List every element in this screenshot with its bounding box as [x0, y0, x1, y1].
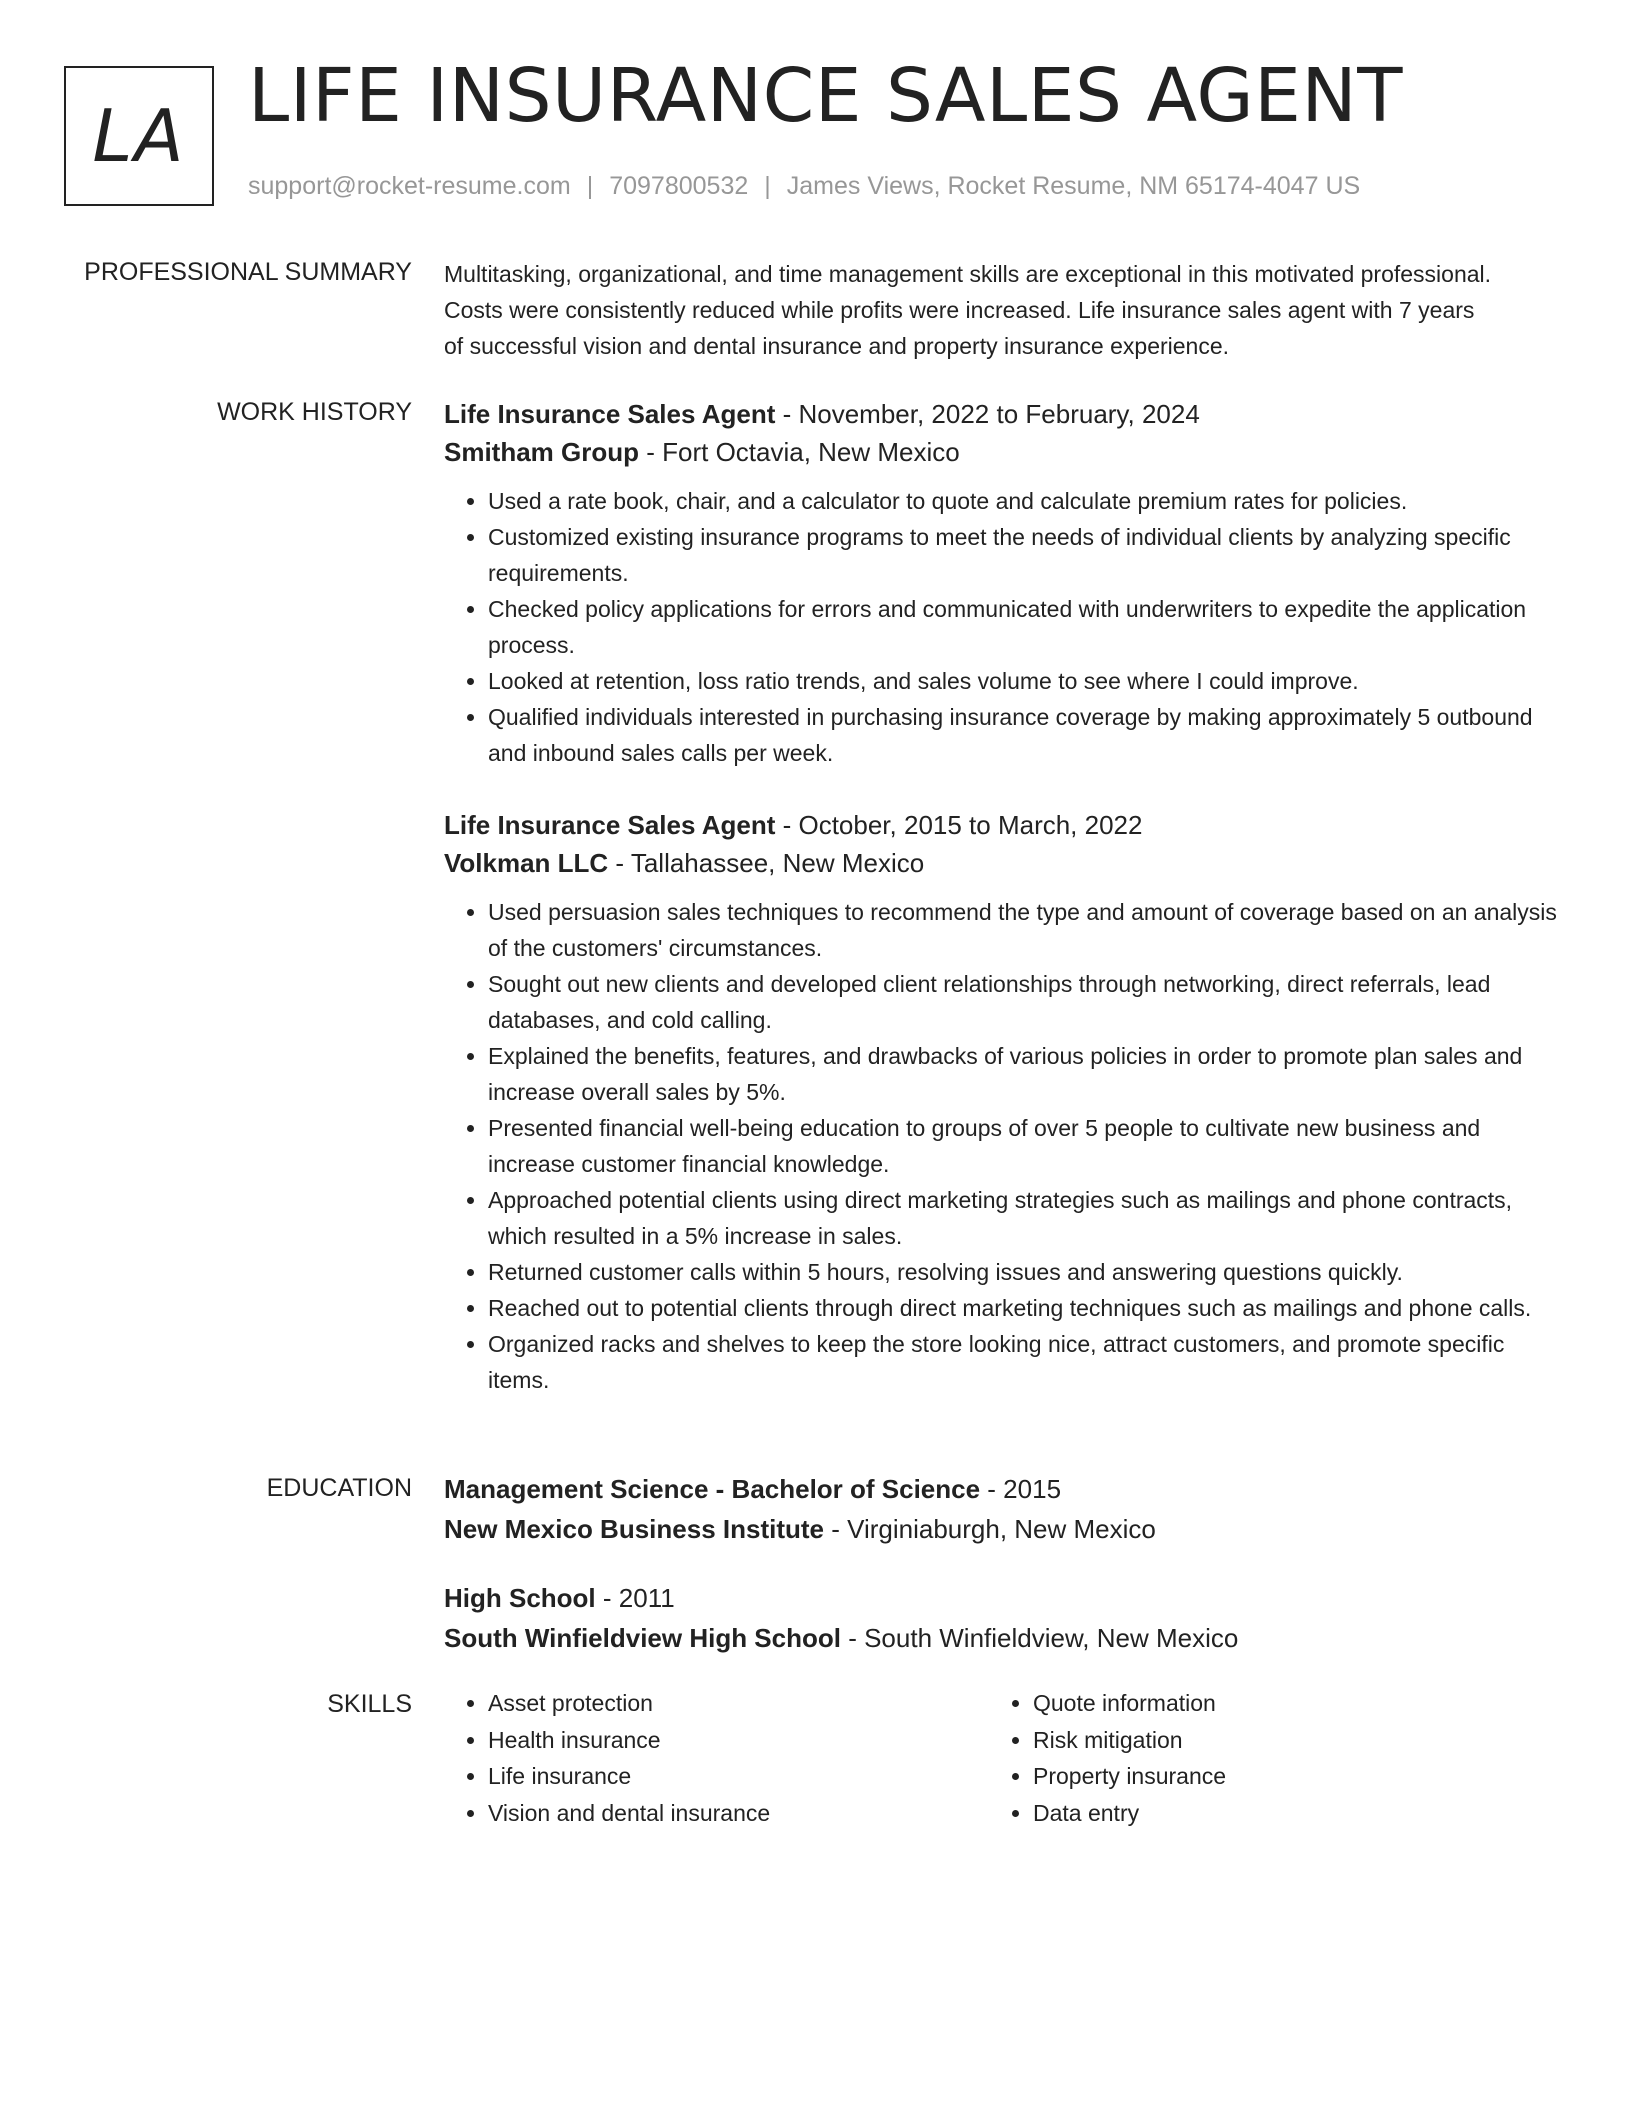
job-title: Life Insurance Sales Agent: [444, 399, 776, 429]
job-bullet: • Sought out new clients and developed client relationships through networking, direct referrals, lead databases, and cold calling.: [488, 966, 1564, 1038]
section-label-summary: PROFESSIONAL SUMMARY: [84, 258, 412, 286]
skills-grid: [444, 1685, 1564, 1831]
education-degree: High School: [444, 1583, 596, 1613]
job-bullet: • Used a rate book, chair, and a calculator to quote and calculate premium rates for policies.: [488, 483, 1564, 519]
education-location: - South Winfieldview, New Mexico: [840, 1623, 1239, 1653]
job-company: Smitham Group: [444, 437, 640, 467]
job-title-line: [444, 395, 1564, 433]
education-year: - 2011: [595, 1583, 675, 1613]
job-bullet: • Used persuasion sales techniques to recommend the type and amount of coverage based on an analysis of the customers' circumstances.: [488, 894, 1564, 966]
job-bullets: [444, 483, 1564, 771]
contact-address: James Views, Rocket Resume, NM 65174-4047 US: [786, 172, 1361, 200]
skills-list-left: [444, 1685, 988, 1831]
job-bullet: • Approached potential clients using direct marketing strategies such as mailings and phone contracts, which resulted in a 5% increase in sales.: [488, 1182, 1564, 1254]
job-location: - Fort Octavia, New Mexico: [639, 437, 960, 467]
job-bullet: • Returned customer calls within 5 hours, resolving issues and answering questions quickly.: [488, 1254, 1564, 1290]
section-label-education: EDUCATION: [266, 1474, 412, 1502]
job-bullet: • Presented financial well-being education to groups of over 5 people to cultivate new business and increase customer financial knowledge.: [488, 1110, 1564, 1182]
contact-phone: 7097800532: [609, 172, 749, 200]
job-bullet: • Qualified individuals interested in purchasing insurance coverage by making approximately 5 outbound and inbound sales calls per week.: [488, 699, 1564, 771]
job-location: - Tallahassee, New Mexico: [608, 848, 925, 878]
summary-text: Multitasking, organizational, and time management skills are exceptional in this motivated professional. Costs were consistently reduced while profits were increased. Life insurance sales agent with 7 years of successful vision and dental insurance and property insurance experience.: [444, 261, 1492, 359]
skill-item: • Property insurance: [1033, 1758, 1533, 1795]
job-title: Life Insurance Sales Agent: [444, 810, 776, 840]
job-bullet: • Checked policy applications for errors and communicated with underwriters to expedite the application process.: [488, 591, 1564, 663]
skill-item: • Vision and dental insurance: [488, 1795, 988, 1832]
job-title-line: [444, 806, 1564, 844]
education-school-line: [444, 1509, 1564, 1549]
education-entry: [444, 1578, 1564, 1658]
skills-list-right: [988, 1685, 1533, 1831]
monogram-initials: LA: [92, 94, 186, 178]
job-entry: [444, 395, 1564, 771]
job-company-line: [444, 844, 1564, 882]
contact-info: [248, 172, 1360, 201]
skill-item: • Risk mitigation: [1033, 1722, 1533, 1759]
job-company-line: [444, 433, 1564, 471]
job-bullet: • Explained the benefits, features, and drawbacks of various policies in order to promote plan sales and increase overall sales by 5%.: [488, 1038, 1564, 1110]
skill-item: • Asset protection: [488, 1685, 988, 1722]
education-degree: Management Science - Bachelor of Science: [444, 1474, 981, 1504]
job-dates: - October, 2015 to March, 2022: [775, 810, 1143, 840]
education-degree-line: [444, 1578, 1564, 1618]
job-bullets: [444, 894, 1564, 1398]
education-entry: [444, 1469, 1564, 1549]
section-label-skills: SKILLS: [327, 1690, 412, 1718]
job-bullet: • Organized racks and shelves to keep the store looking nice, attract customers, and promote specific items.: [488, 1326, 1564, 1398]
education-school: South Winfieldview High School: [444, 1623, 841, 1653]
skills-section: [444, 1685, 1564, 1831]
skill-item: • Life insurance: [488, 1758, 988, 1795]
contact-email: support@rocket-resume.com: [248, 172, 571, 200]
job-company: Volkman LLC: [444, 848, 609, 878]
skill-item: • Data entry: [1033, 1795, 1533, 1832]
job-bullet: • Customized existing insurance programs to meet the needs of individual clients by analyzing specific requirements.: [488, 519, 1564, 591]
resume-title: LIFE INSURANCE SALES AGENT: [248, 53, 1403, 139]
summary-section: [444, 256, 1494, 364]
contact-separator: |: [764, 172, 771, 200]
education-degree-line: [444, 1469, 1564, 1509]
education-location: - Virginiaburgh, New Mexico: [823, 1514, 1156, 1544]
education-year: - 2015: [980, 1474, 1062, 1504]
contact-separator: |: [586, 172, 594, 200]
skill-item: • Quote information: [1033, 1685, 1533, 1722]
job-entry: [444, 806, 1564, 1398]
monogram-box: [64, 66, 214, 206]
education-school-line: [444, 1618, 1564, 1658]
job-bullet: • Reached out to potential clients through direct marketing techniques such as mailings and phone calls.: [488, 1290, 1564, 1326]
job-dates: - November, 2022 to February, 2024: [775, 399, 1200, 429]
section-label-work: WORK HISTORY: [217, 398, 412, 426]
skill-item: • Health insurance: [488, 1722, 988, 1759]
job-bullet: • Looked at retention, loss ratio trends, and sales volume to see where I could improve.: [488, 663, 1564, 699]
education-school: New Mexico Business Institute: [444, 1514, 824, 1544]
